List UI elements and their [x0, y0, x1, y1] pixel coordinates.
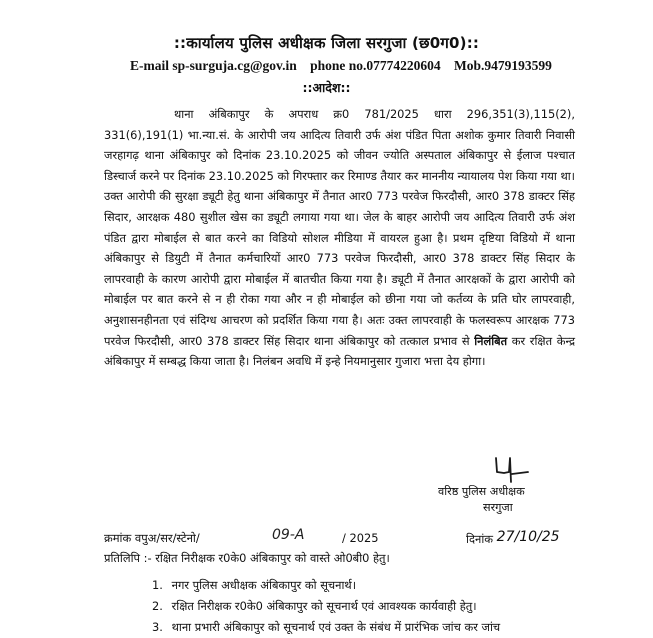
- reference-date: [466, 531, 560, 547]
- suspended-word: निलंबित: [474, 333, 508, 348]
- copy-to-line: प्रतिलिपि :- रक्षित निरीक्षक र0के0 अंबिकापुर को वास्ते ओ0बी0 हेतु।: [104, 551, 390, 565]
- list-item-text: रक्षित निरीक्षक र0के0 अंबिकापुर को सूचनार्थ एवं आवश्यक कार्यवाही हेतु।: [171, 599, 477, 613]
- list-item-text: नगर पुलिस अधीक्षक अंबिकापुर को सूचनार्थ।: [171, 578, 357, 592]
- list-item-text: थाना प्रभारी अंबिकापुर को सूचनार्थ एवं उक्त के संबंध में प्रारंभिक जांच कर जांच: [171, 620, 501, 634]
- reference-number: 09-A: [272, 527, 305, 543]
- reference-label: क्रमांक वपुअ/सर/स्टेनो/: [104, 531, 200, 545]
- order-body: [104, 104, 575, 372]
- mobile-text: Mob.9479193599: [453, 58, 552, 73]
- office-title: ::कार्यालय पुलिस अधीक्षक जिला सरगुजा (छ0ग0)::: [173, 34, 480, 52]
- order-body-part2: कर रक्षित केन्द्र अंबिकापुर में सम्बद्ध किया जाता है। निलंबन अवधि में इन्हे नियमानुसार गुजारा भत्ता देय होगा।: [104, 333, 576, 369]
- list-item-number: 1.: [152, 578, 163, 592]
- signatory-designation: वरिष्ठ पुलिस अधीक्षक: [438, 485, 525, 498]
- date-value: 27/10/25: [496, 529, 560, 545]
- date-label: दिनांक: [466, 532, 494, 546]
- phone-text: phone no.07774220604: [310, 58, 441, 73]
- email-text: E-mail sp-surguja.cg@gov.in: [130, 58, 297, 73]
- list-item: [152, 617, 602, 638]
- list-item: [152, 575, 602, 596]
- reference-year: / 2025: [342, 531, 379, 545]
- order-heading: ::आदेश::: [302, 80, 351, 95]
- signatory-district: सरगुजा: [483, 501, 513, 514]
- list-item-number: 2.: [152, 599, 163, 613]
- contact-line: [130, 58, 600, 74]
- order-body-part1: थाना अंबिकापुर के अपराध क्र0 781/2025 धारा 296,351(3),115(2), 331(6),191(1) भा.न्या.सं. के आरोपी जय आदित्य तिवारी उर्फ अंश पंडित पिता अशोक कुमार तिवारी निवासी जरहागढ़ थाना अंबिकापुर को दिनांक 23.10.2025 को जीवन ज्योति अस्पताल अंबिकापुर से ईलाज पश्चात डिस्चार्ज करने पर दिनांक 23.10.2025 को गिरफ्तार कर रिमाण्ड तैयार कर माननीय न्यायालय पेश किया गया था। उक्त आरोपी की सुरक्षा ड्यूटी हेतु थाना अंबिकापुर में तैनात आर0 773 परवेज फिरदौसी, आर0 378 डाक्टर सिंह सिदार, आरक्षक 480 सुशील खेस का ड्यूटी लगाया गया था। जेल के बाहर आरोपी जय आदित्य तिवारी उर्फ अंश पंडित द्वारा मोबाईल से बात करने का विडियो सोशल मीडिया में वायरल हुआ है। प्रथम दृष्टिया विडियो में थाना अंबिकापुर से डियुटी में तैनात कर्मचारियों आर0 773 परवेज फिरदौसी, आर0 378 डाक्टर सिंह सिदार के लापरवाही के कारण आरोपी द्वारा मोबाईल में बातचीत किया गया है। ड्यूटी में तैनात आरक्षकों के द्वारा आरोपी को मोबाईल पर बात करने से न ही रोका गया और न ही मोबाईल को छीना गया जो कर्तव्य के प्रति घोर लापरवाही, अनुशासनहीनता एवं संदिग्ध आचरण को प्रदर्शित किया गया है। अतः उक्त लापरवाही के फलस्वरूप आरक्षक 773 परवेज फिरदौसी, आर0 378 डाक्टर सिंह सिदार थाना अंबिकापुर को तत्काल प्रभाव से: [104, 107, 575, 348]
- distribution-list: [152, 575, 602, 638]
- list-item: [152, 596, 602, 617]
- list-item-number: 3.: [152, 620, 163, 634]
- signatory-block: [438, 484, 598, 516]
